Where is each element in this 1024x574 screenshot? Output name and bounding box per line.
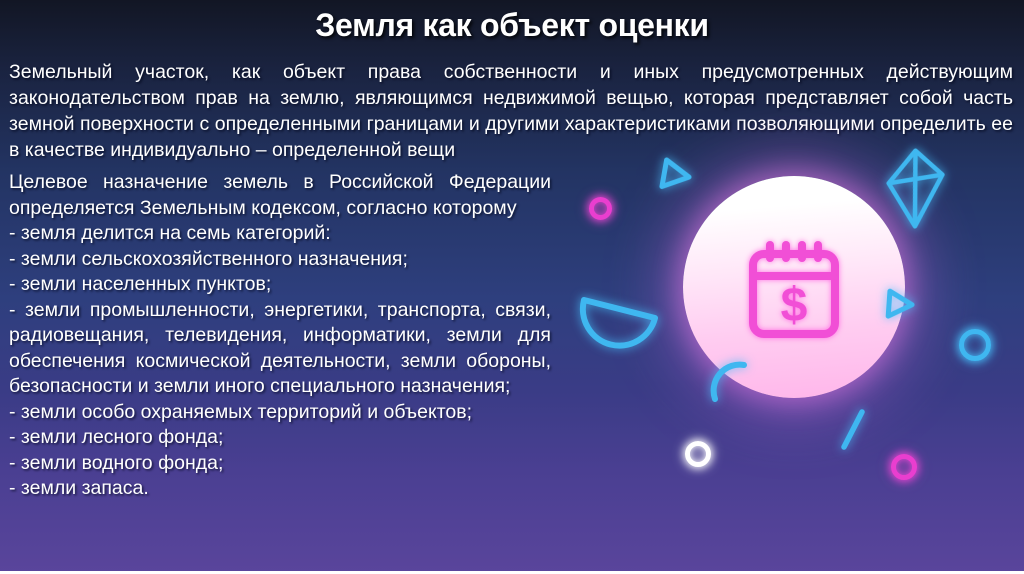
list-item: - земли сельскохозяйственного назначения; [9,247,408,270]
ring-icon [891,454,917,480]
arc-icon [706,361,752,407]
list-item: - земля делится на семь категорий: [9,222,331,244]
list-item: - земли населенных пунктов; [9,273,272,295]
intro-paragraph: Земельный участок, как объект права собственности и иных предусмотренных действующим законодательством прав на землю, являющимся недвижимой вещью, которая представляет собой часть земной поверхности с определенными границами и другими характеристиками позволяющими определить ее в качестве индивидуально – определенной вещи [9,61,1013,161]
list-lead: Целевое назначение земель в Российской Федерации определяется Земельным кодексом, согласно которому [9,171,551,219]
ring-icon [589,197,612,220]
list-item: - земли водного фонда; [9,451,224,474]
list-item: - земли лесного фонда; [9,426,224,448]
list-item: - земли особо охраняемых территорий и объектов; [9,400,473,423]
category-list [9,170,551,502]
gem-icon [878,144,951,236]
list-item: - земли запаса. [9,477,149,499]
dollar-symbol: $ [780,279,808,332]
calendar-dollar-icon [742,240,846,340]
ring-icon [959,329,991,361]
slash-icon [839,406,867,452]
page-title: Земля как объект оценки [315,7,709,43]
triangle-icon [883,287,919,323]
triangle-icon [655,154,699,198]
half-circle-icon [576,288,662,362]
list-item: - земли промышленности, энергетики, транспорта, связи, радиовещания, телевидения, информатики, земли для обеспечения космической деятельности, земли обороны, безопасности и земли иного специального назначения; [9,298,551,397]
ring-icon [685,441,711,467]
